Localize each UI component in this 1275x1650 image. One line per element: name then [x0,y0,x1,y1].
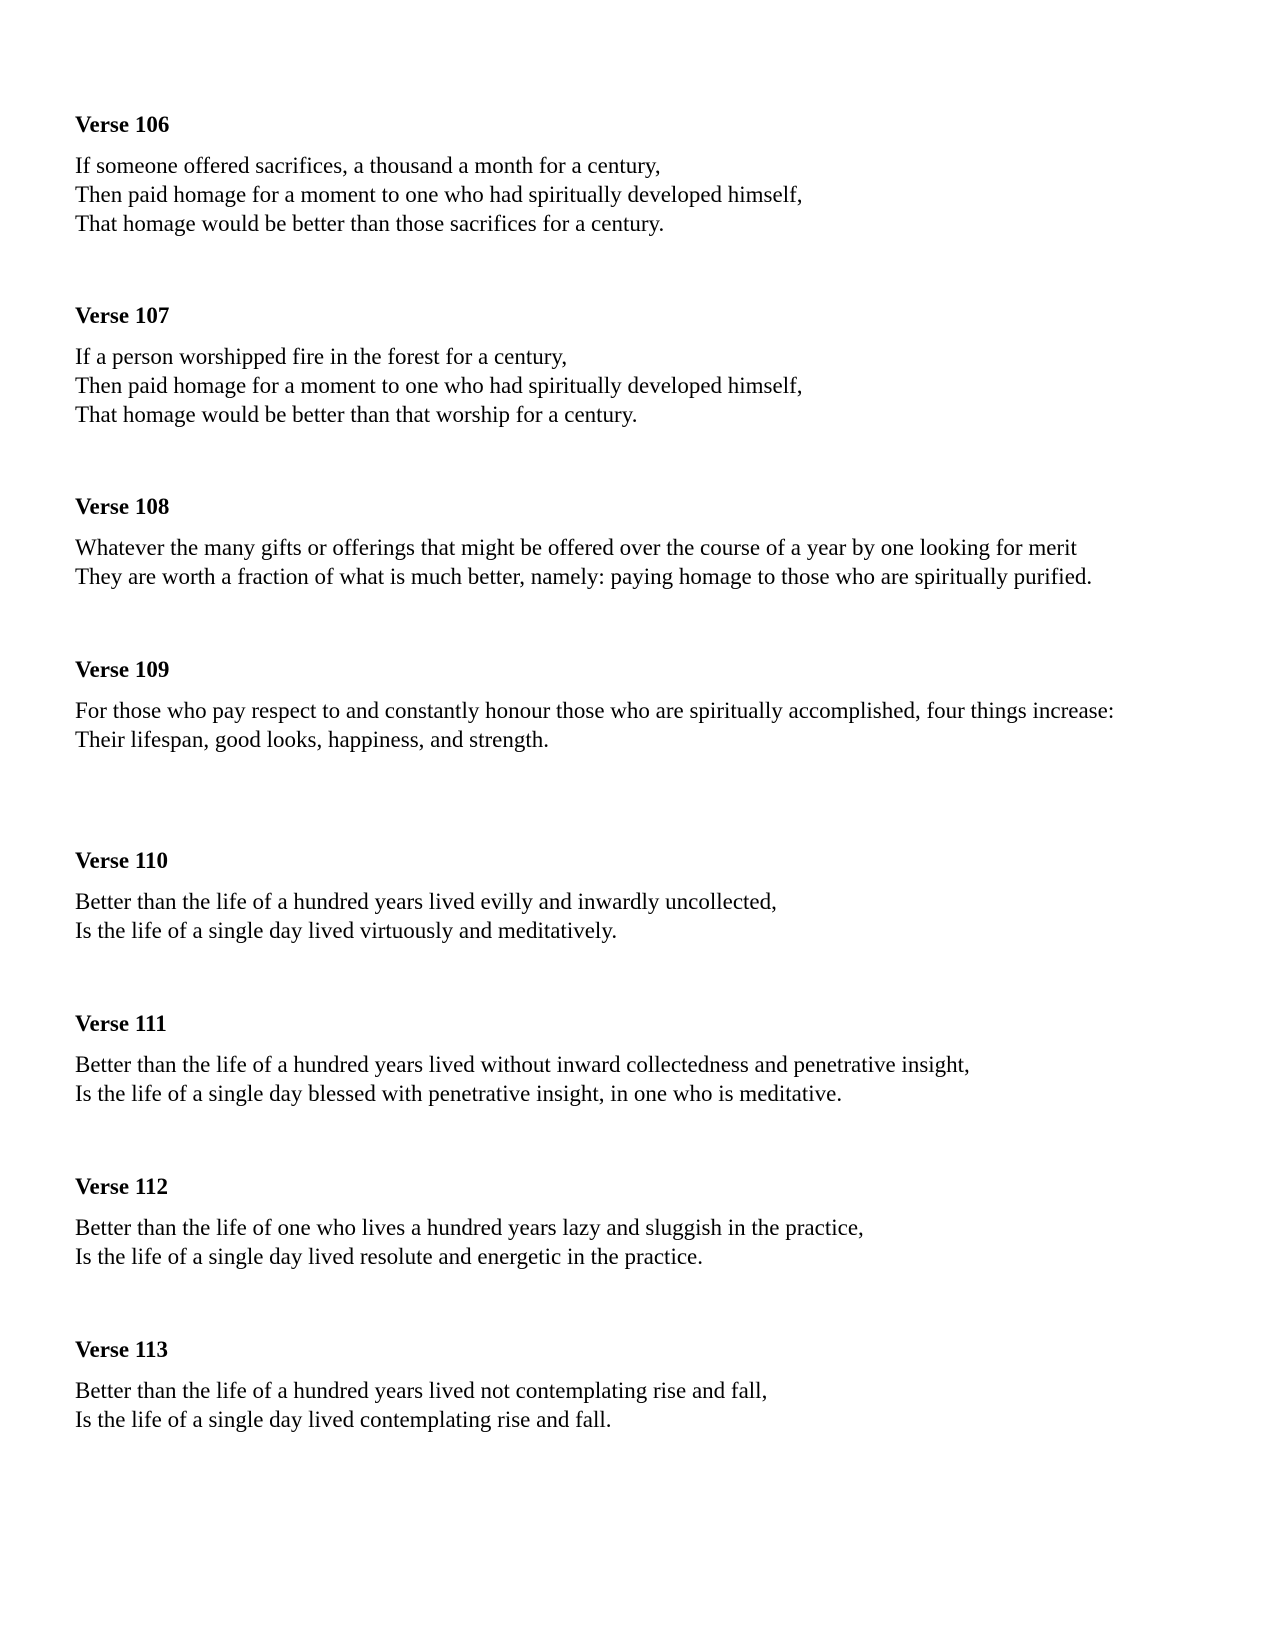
verse-line: Is the life of a single day lived contemplating rise and fall. [75,1407,612,1432]
verse-line: Better than the life of one who lives a hundred years lazy and sluggish in the practice, [75,1215,864,1240]
verse-112 [75,1172,1205,1271]
verse-body [75,533,1205,591]
verse-line: That homage would be better than that worship for a century. [75,402,638,427]
verse-title: Verse 109 [75,657,170,682]
verse-body [75,1376,1205,1434]
verse-title: Verse 106 [75,112,170,137]
verse-line: If someone offered sacrifices, a thousand a month for a century, [75,153,661,178]
verse-body [75,887,1205,945]
verse-body [75,1213,1205,1271]
verse-line: They are worth a fraction of what is much better, namely: paying homage to those who are spiritually purified. [75,564,1093,589]
verse-106 [75,110,1205,238]
verse-line: Whatever the many gifts or offerings that might be offered over the course of a year by one looking for merit [75,535,1077,560]
verse-title: Verse 112 [75,1174,169,1199]
verse-title: Verse 113 [75,1337,169,1362]
verse-title: Verse 107 [75,303,170,328]
verse-110 [75,846,1205,945]
verse-107 [75,301,1205,429]
verse-111 [75,1009,1205,1108]
verse-body [75,151,1205,238]
verse-line: If a person worshipped fire in the forest for a century, [75,344,568,369]
verse-line: Is the life of a single day blessed with penetrative insight, in one who is meditative. [75,1081,843,1106]
verse-body [75,342,1205,429]
verse-title: Verse 111 [75,1011,167,1036]
verse-line: Then paid homage for a moment to one who had spiritually developed himself, [75,182,803,207]
verse-line: For those who pay respect to and constantly honour those who are spiritually accomplished, four things increase: [75,698,1115,723]
verse-109 [75,655,1205,754]
verse-line: Is the life of a single day lived resolute and energetic in the practice. [75,1244,703,1269]
verse-line: Better than the life of a hundred years lived without inward collectedness and penetrative insight, [75,1052,970,1077]
verse-title: Verse 110 [75,848,169,873]
verse-line: Is the life of a single day lived virtuously and meditatively. [75,918,618,943]
verse-line: Better than the life of a hundred years lived evilly and inwardly uncollected, [75,889,777,914]
verse-line: Then paid homage for a moment to one who had spiritually developed himself, [75,373,803,398]
verse-line: Better than the life of a hundred years lived not contemplating rise and fall, [75,1378,768,1403]
verse-line: Their lifespan, good looks, happiness, and strength. [75,727,549,752]
verse-body [75,696,1205,754]
verse-title: Verse 108 [75,494,170,519]
verse-body [75,1050,1205,1108]
verse-line: That homage would be better than those sacrifices for a century. [75,211,665,236]
verse-108 [75,492,1205,591]
verse-113 [75,1335,1205,1434]
